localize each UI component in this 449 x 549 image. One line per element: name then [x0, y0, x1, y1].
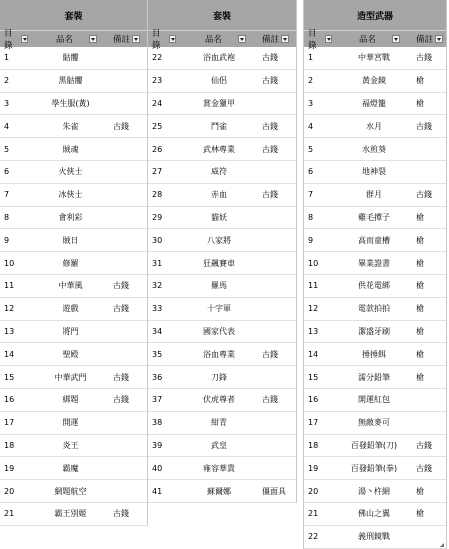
table-row[interactable] — [304, 526, 446, 549]
cell-name: 赤血 — [211, 190, 227, 200]
cell-no: 20 — [308, 486, 319, 496]
table-row[interactable] — [0, 412, 147, 435]
header-note-label: 備註 — [416, 35, 434, 45]
cell-no: 37 — [152, 395, 163, 405]
cell-note: 古錢 — [416, 53, 432, 63]
cell-name: 綁題 — [62, 395, 79, 405]
cell-note: 古錢 — [262, 76, 278, 86]
filter-dropdown-icon[interactable] — [435, 35, 443, 43]
table-row[interactable] — [148, 480, 296, 503]
cell-note: 槍 — [416, 486, 424, 496]
table-row[interactable] — [148, 298, 296, 321]
cell-name: 湯丶杵網 — [358, 486, 390, 496]
cell-name: 蘇爾娜 — [207, 486, 231, 496]
cell-no: 9 — [4, 235, 10, 245]
header-name-label: 品名 — [55, 35, 73, 45]
filter-dropdown-icon[interactable] — [21, 35, 28, 43]
header-name — [332, 31, 416, 47]
cell-name: 國家代表 — [203, 326, 235, 336]
table-row[interactable] — [304, 252, 446, 275]
cell-note: 古錢 — [262, 395, 278, 405]
cell-note: 槍 — [416, 349, 424, 359]
header-name — [28, 31, 113, 47]
cell-name: 開運紅包 — [358, 395, 390, 405]
cell-name: 無敵麥可 — [358, 418, 390, 428]
table-row[interactable] — [304, 138, 446, 161]
cell-name: 冰俠士 — [58, 190, 83, 200]
header-no-label: 目錄 — [308, 29, 317, 51]
filter-dropdown-icon[interactable] — [132, 35, 140, 43]
cell-note: 古錢 — [416, 463, 432, 473]
cell-name: 朱雀 — [62, 121, 79, 131]
table-row[interactable] — [148, 252, 296, 275]
cell-name: 學生服(黃) — [51, 98, 90, 108]
table-row[interactable] — [0, 70, 147, 93]
cell-no: 5 — [4, 144, 10, 154]
cell-note: 古錢 — [113, 304, 129, 314]
table-row[interactable] — [304, 161, 446, 184]
cell-note: 古錢 — [262, 144, 278, 154]
header-note — [113, 31, 147, 47]
cell-no: 14 — [4, 349, 15, 359]
table-row[interactable] — [148, 93, 296, 116]
cell-no: 18 — [4, 440, 15, 450]
cell-name: 遊戲 — [62, 304, 79, 314]
cell-name: 百發鉛筆(刀) — [350, 440, 398, 450]
cell-no: 18 — [308, 440, 319, 450]
cell-name: 炎王 — [62, 440, 79, 450]
table-row[interactable] — [304, 366, 446, 389]
cell-name: 浴血武袍 — [203, 53, 235, 63]
table-row[interactable] — [0, 252, 147, 275]
table-row[interactable] — [0, 435, 147, 458]
cell-no: 2 — [4, 76, 10, 86]
cell-name: 修羅 — [62, 258, 79, 268]
cell-no: 12 — [4, 304, 15, 314]
header-name-label: 品名 — [204, 35, 222, 45]
table-row[interactable] — [0, 275, 147, 298]
table-row[interactable] — [148, 457, 296, 480]
table-row[interactable] — [304, 435, 446, 458]
cell-name: 會利彩 — [58, 212, 83, 222]
cell-name: 中華武門 — [54, 372, 87, 382]
cell-no: 11 — [4, 281, 15, 291]
header-name — [176, 31, 262, 47]
cell-no: 7 — [4, 190, 10, 200]
cell-name: 十字軍 — [207, 304, 231, 314]
table-row[interactable] — [148, 343, 296, 366]
cell-no: 17 — [308, 418, 319, 428]
cell-name: 中華風 — [58, 281, 83, 291]
cell-note: 槍 — [416, 326, 424, 336]
table-title: 套裝 — [148, 0, 296, 30]
table-row[interactable] — [304, 480, 446, 503]
cell-name: 群月 — [366, 190, 382, 200]
cell-no: 6 — [4, 167, 10, 177]
cell-no: 22 — [308, 532, 319, 542]
cell-no: 30 — [152, 235, 163, 245]
cell-name: 武皇 — [211, 440, 227, 450]
cell-name: 貓妖 — [211, 212, 227, 222]
cell-note: 古錢 — [113, 372, 129, 382]
table-row[interactable] — [0, 93, 147, 116]
cell-note: 古錢 — [262, 53, 278, 63]
cell-name: 水月 — [366, 121, 382, 131]
cell-no: 34 — [152, 326, 163, 336]
cell-note: 古錢 — [113, 509, 129, 519]
cell-name: 電款拍拍 — [358, 304, 390, 314]
costume-table-2 — [148, 0, 297, 503]
header-row — [148, 29, 296, 51]
cell-name: 高而童槽 — [358, 235, 390, 245]
table-row[interactable] — [148, 229, 296, 252]
cell-name: 中華宮戰 — [358, 53, 390, 63]
cell-name: 開運 — [62, 418, 79, 428]
table-row[interactable] — [0, 343, 147, 366]
cell-name: 將門 — [62, 326, 79, 336]
cell-name: 聖殿 — [62, 349, 79, 359]
cell-note: 槍 — [416, 509, 424, 519]
cell-no: 41 — [152, 486, 163, 496]
cell-note: 古錢 — [113, 395, 129, 405]
cell-name: 雞毛撢子 — [358, 212, 390, 222]
cell-name: 網題航空 — [54, 486, 87, 496]
header-note-label: 備註 — [113, 35, 131, 45]
filter-dropdown-icon[interactable] — [325, 35, 332, 43]
table-row[interactable] — [304, 298, 446, 321]
table-row[interactable] — [148, 275, 296, 298]
cell-name: 潔盛牙刷 — [358, 326, 390, 336]
cell-no: 8 — [308, 212, 314, 222]
cell-no: 7 — [308, 190, 314, 200]
costume-table-1 — [0, 0, 148, 526]
cell-no: 29 — [152, 212, 163, 222]
cell-no: 13 — [308, 326, 319, 336]
cell-no: 12 — [308, 304, 319, 314]
table-row[interactable] — [148, 389, 296, 412]
header-note — [262, 31, 296, 47]
cell-no: 4 — [308, 121, 314, 131]
cell-name: 捶捶餌 — [362, 349, 386, 359]
cell-note: 古錢 — [262, 349, 278, 359]
cell-note: 古錢 — [416, 190, 432, 200]
cell-note: 古錢 — [262, 121, 278, 131]
cell-name: 地神裂 — [362, 167, 386, 177]
table-row[interactable] — [304, 70, 446, 93]
cell-no: 36 — [152, 372, 163, 382]
cell-no: 19 — [308, 463, 319, 473]
cell-name: 霸王別姬 — [54, 509, 87, 519]
table-row[interactable] — [0, 503, 147, 526]
cell-no: 16 — [4, 395, 15, 405]
cell-name: 霸魔 — [62, 463, 79, 473]
cell-no: 15 — [4, 372, 15, 382]
table-row[interactable] — [148, 412, 296, 435]
table-row[interactable] — [148, 70, 296, 93]
cell-no: 17 — [4, 418, 15, 428]
header-no — [0, 29, 28, 51]
table-row[interactable] — [304, 457, 446, 480]
cell-note: 槍 — [416, 212, 424, 222]
cell-name: 百發鉛筆(拳) — [350, 463, 398, 473]
cell-no: 10 — [308, 258, 319, 268]
cell-note: 古錢 — [416, 440, 432, 450]
cell-no: 33 — [152, 304, 163, 314]
cell-name: 伏虎尊者 — [203, 395, 235, 405]
header-row — [304, 29, 446, 51]
table-row[interactable] — [0, 321, 147, 344]
table-row[interactable] — [304, 503, 446, 526]
table-row[interactable] — [0, 161, 147, 184]
cell-note: 古錢 — [113, 281, 129, 291]
header-no — [148, 29, 176, 51]
table-row[interactable] — [304, 47, 446, 70]
table-row[interactable] — [0, 480, 147, 503]
table-row[interactable] — [0, 207, 147, 230]
cell-no: 15 — [308, 372, 319, 382]
cell-note: 槍 — [416, 372, 424, 382]
cell-no: 3 — [4, 98, 10, 108]
cell-name: 供花電綁 — [358, 281, 390, 291]
cell-name: 浴血專業 — [203, 349, 235, 359]
table-row[interactable] — [304, 389, 446, 412]
cell-no: 2 — [308, 76, 314, 86]
header-row — [0, 29, 147, 51]
cell-note: 古錢 — [416, 121, 432, 131]
filter-dropdown-icon[interactable] — [238, 35, 246, 43]
table-row[interactable] — [0, 47, 147, 70]
cell-name: 八家將 — [207, 235, 231, 245]
cell-no: 26 — [152, 144, 163, 154]
cell-name: 骷髏 — [62, 53, 79, 63]
cell-name: 濡分鉛筆 — [358, 372, 390, 382]
cell-no: 31 — [152, 258, 163, 268]
weapon-table — [303, 0, 447, 549]
cell-name: 火俠士 — [58, 167, 83, 177]
table-row[interactable] — [0, 115, 147, 138]
header-note-label: 備註 — [262, 35, 280, 45]
table-row[interactable] — [304, 207, 446, 230]
cell-no: 24 — [152, 98, 163, 108]
cell-name: 紺青 — [211, 418, 227, 428]
table-row[interactable] — [0, 457, 147, 480]
cell-no: 19 — [4, 463, 15, 473]
cell-name: 福燈籠 — [362, 98, 386, 108]
cell-name: 義刑鏡戰 — [358, 532, 390, 542]
table-row[interactable] — [304, 93, 446, 116]
table-row[interactable] — [304, 275, 446, 298]
cell-note: 僵面具 — [262, 486, 286, 496]
table-row[interactable] — [304, 412, 446, 435]
cell-note: 古錢 — [113, 121, 129, 131]
table-row[interactable] — [148, 47, 296, 70]
cell-name: 水煎葵 — [362, 144, 386, 154]
cell-no: 8 — [4, 212, 10, 222]
cell-name: 黑骷髏 — [58, 76, 83, 86]
cell-name: 賞金獵甲 — [203, 98, 235, 108]
table-row[interactable] — [304, 229, 446, 252]
cell-no: 3 — [308, 98, 314, 108]
cell-note: 槍 — [416, 304, 424, 314]
filter-dropdown-icon[interactable] — [169, 35, 176, 43]
table-row[interactable] — [148, 138, 296, 161]
table-row[interactable] — [148, 321, 296, 344]
cell-name: 畢業證書 — [358, 258, 390, 268]
table-row[interactable] — [0, 389, 147, 412]
cell-no: 21 — [4, 509, 15, 519]
cell-no: 4 — [4, 121, 10, 131]
cell-no: 10 — [4, 258, 15, 268]
header-no — [304, 29, 332, 51]
table-body — [148, 47, 296, 503]
cell-no: 16 — [308, 395, 319, 405]
table-row[interactable] — [0, 229, 147, 252]
table-row[interactable] — [148, 366, 296, 389]
table-row[interactable] — [304, 343, 446, 366]
cell-note: 槍 — [416, 98, 424, 108]
header-note — [416, 31, 446, 47]
cell-name: 佛山之翼 — [358, 509, 390, 519]
cell-note: 槍 — [416, 281, 424, 291]
cell-name: 仙侶 — [211, 76, 227, 86]
table-row[interactable] — [148, 161, 296, 184]
cell-no: 1 — [308, 53, 314, 63]
cell-no: 39 — [152, 440, 163, 450]
table-row[interactable] — [148, 207, 296, 230]
filter-dropdown-icon[interactable] — [89, 35, 97, 43]
table-row[interactable] — [0, 366, 147, 389]
cell-no: 23 — [152, 76, 163, 86]
cell-name: 黃金鏡 — [362, 76, 386, 86]
table-row[interactable] — [0, 138, 147, 161]
cell-name: 雍容華貴 — [203, 463, 235, 473]
cell-no: 22 — [152, 53, 163, 63]
table-title: 造型武器 — [304, 0, 446, 30]
cell-no: 1 — [4, 53, 10, 63]
table-row[interactable] — [304, 115, 446, 138]
cell-no: 14 — [308, 349, 319, 359]
cell-no: 6 — [308, 167, 314, 177]
cell-no: 38 — [152, 418, 163, 428]
table-row[interactable] — [304, 184, 446, 207]
cell-no: 5 — [308, 144, 314, 154]
table-row[interactable] — [0, 184, 147, 207]
header-no-label: 目錄 — [4, 29, 13, 51]
resize-handle-icon[interactable] — [440, 543, 444, 547]
cell-no: 21 — [308, 509, 319, 519]
cell-no: 32 — [152, 281, 163, 291]
header-no-label: 目錄 — [152, 29, 161, 51]
cell-no: 28 — [152, 190, 163, 200]
cell-note: 古錢 — [262, 190, 278, 200]
cell-note: 槍 — [416, 76, 424, 86]
cell-note: 槍 — [416, 235, 424, 245]
cell-name: 刀鋒 — [211, 372, 227, 382]
cell-no: 40 — [152, 463, 163, 473]
table-row[interactable] — [0, 298, 147, 321]
cell-no: 20 — [4, 486, 15, 496]
cell-no: 13 — [4, 326, 15, 336]
cell-note: 槍 — [416, 258, 424, 268]
table-row[interactable] — [304, 321, 446, 344]
cell-no: 9 — [308, 235, 314, 245]
cell-no: 25 — [152, 121, 163, 131]
cell-name: 威符 — [211, 167, 227, 177]
cell-no: 27 — [152, 167, 163, 177]
cell-name: 賊日 — [62, 235, 79, 245]
cell-name: 鬥雀 — [211, 121, 227, 131]
filter-dropdown-icon[interactable] — [392, 35, 400, 43]
table-body — [0, 47, 147, 526]
header-name-label: 品名 — [358, 35, 376, 45]
table-title: 套裝 — [0, 0, 147, 30]
filter-dropdown-icon[interactable] — [281, 35, 289, 43]
cell-no: 35 — [152, 349, 163, 359]
cell-name: 武林專業 — [203, 144, 235, 154]
cell-no: 11 — [308, 281, 319, 291]
cell-name: 狂飆賽車 — [203, 258, 235, 268]
cell-name: 羅馬 — [211, 281, 227, 291]
cell-name: 賊魂 — [62, 144, 79, 154]
table-row[interactable] — [148, 115, 296, 138]
table-row[interactable] — [148, 184, 296, 207]
table-row[interactable] — [148, 435, 296, 458]
table-body — [304, 47, 446, 549]
